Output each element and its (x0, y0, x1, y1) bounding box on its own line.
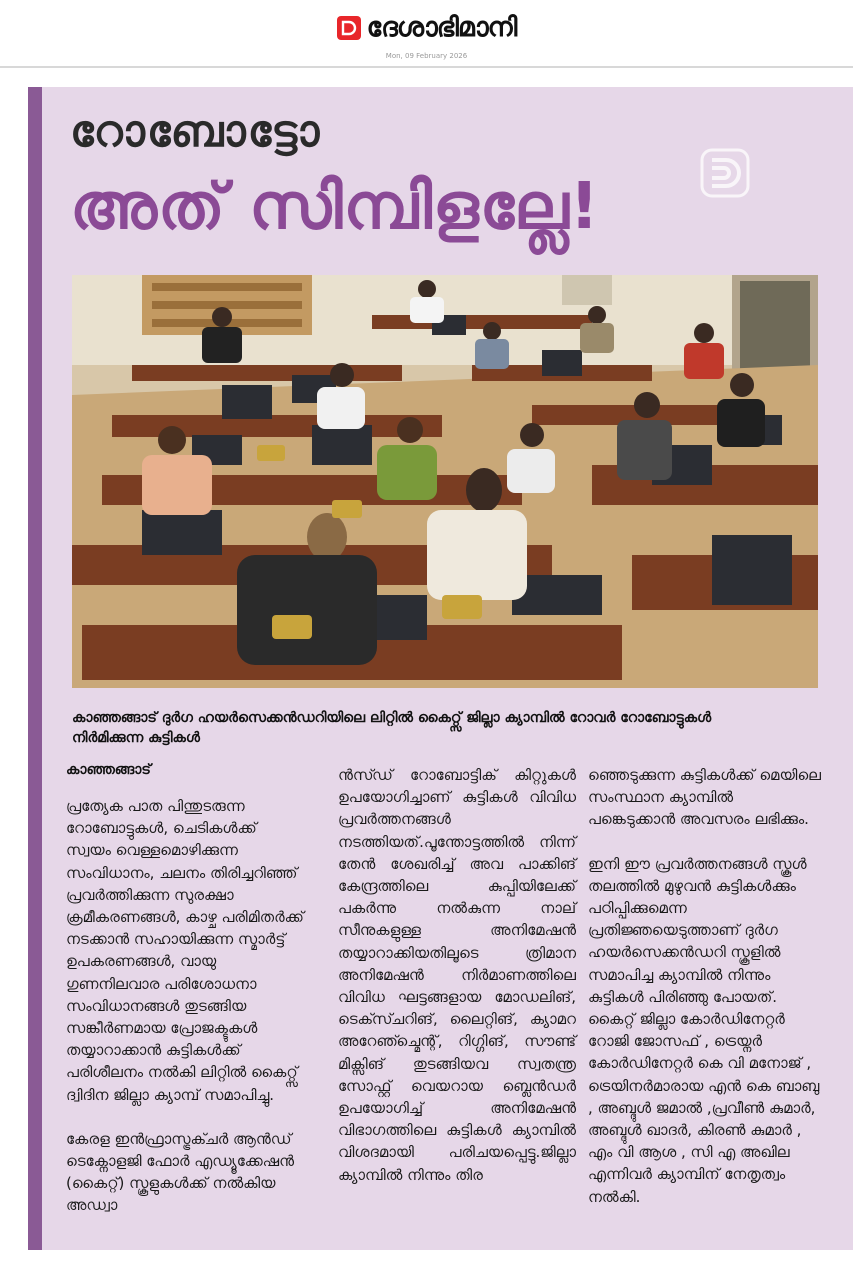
brand-mark-icon (337, 16, 361, 40)
caption-line-2: നിർമിക്കുന്ന കുട്ടികൾ (72, 730, 200, 746)
logo-text: ദേശാഭിമാനി (366, 12, 517, 43)
body-paragraph: ൻസ്ഡ് റോബോട്ടിക് കിറ്റുകൾ ഉപയോഗിച്ചാണ് കുട്ടികൾ വിവിധ പ്രവർത്തനങ്ങൾ നടത്തിയത്.പൂന്തോട്ടത്തിൽ നിന്ന് തേൻ ശേഖരിച്ച് അവ പാക്കിങ് കേന്ദ്രത്തിലെ കുപ്പിയിലേക്ക് പകർന്നു നൽകുന്ന നാല് സീനുകളുള്ള അനിമേഷൻ തയ്യാറാക്കിയതിലൂടെ ത്രിമാന അനിമേഷൻ നിർമാണത്തിലെ വിവിധ ഘട്ടങ്ങളായ മോഡലിങ്, ടെക്സ്ചറിങ്, ലൈറ്റിങ്, ക്യാമറ അറേഞ്ച്മെന്റ്, റിഗ്ഗിങ്, സൗണ്ട് മിക്സിങ് തുടങ്ങിയവ സ്വതന്ത്ര സോഫ്റ്റ് വെയറായ ബ്ലെൻഡർ ഉപയോഗിച്ച് അനിമേഷൻ വിഭാഗത്തിലെ കുട്ടികൾ ക്യാമ്പിൽ വിശദമായി പരിചയപ്പെട്ടു.ജില്ലാ ക്യാമ്പിൽ നിന്നും തിര (338, 766, 576, 1184)
article-column-1 (66, 795, 304, 1217)
publish-date: Mon, 09 February 2026 (385, 52, 468, 60)
logo[interactable] (0, 12, 853, 44)
dateline: കാഞ്ഞങ്ങാട് (66, 762, 151, 778)
masthead (0, 0, 853, 66)
body-paragraph: കേരള ഇൻഫ്രാസ്ട്രക്ചർ ആൻഡ് ടെക്നോളജി ഫോർ എഡ്യൂക്കേഷൻ (കൈറ്റ്) സ്കൂളുകൾക്ക് നൽകിയ അഡ്വാ (66, 1129, 295, 1215)
body-paragraph: പ്രത്യേക പാത പിന്തുടരുന്ന റോബോട്ടുകൾ, ചെടികൾക്ക് സ്വയം വെള്ളമൊഴിക്കുന്ന സംവിധാനം, ചലനം തിരിച്ചറിഞ്ഞ് പ്രവർത്തിക്കുന്ന സുരക്ഷാ ക്രമീകരണങ്ങൾ, കാഴ്ച പരിമിതർക്ക് നടക്കാൻ സഹായിക്കുന്ന സ്മാർട്ട് ഉപകരണങ്ങൾ, വായു ഗുണനിലവാര പരിശോധനാ സംവിധാനങ്ങൾ തുടങ്ങിയ സങ്കീർണമായ പ്രോജക്ടുകൾ തയ്യാറാക്കാൻ കുട്ടികൾക്ക് പരിശീലനം നൽകി ലിറ്റിൽ കൈറ്റ്സ് ദ്വിദിന ജില്ലാ ക്യാമ്പ് സമാപിച്ചു. (66, 797, 304, 1104)
article-column-2 (338, 764, 576, 1186)
photo-caption (72, 708, 818, 748)
headline-main: അത് സിമ്പിളല്ലേ! (70, 170, 600, 244)
clipping-accent-bar (28, 87, 42, 1250)
headline-kicker: റോബോട്ടോ (70, 106, 322, 157)
classroom-photo (72, 275, 818, 688)
body-paragraph: ഞ്ഞെടുക്കുന്ന കുട്ടികൾക്ക് മെയിലെ സംസ്ഥാന ക്യാമ്പിൽ പങ്കെടുക്കാൻ അവസരം ലഭിക്കും. (588, 766, 821, 829)
masthead-divider (0, 66, 853, 68)
body-paragraph: ഇനി ഈ പ്രവർത്തനങ്ങൾ സ്കൂൾ തലത്തിൽ മുഴുവൻ കുട്ടികൾക്കും പഠിപ്പിക്കുമെന്ന പ്രതിജ്ഞയെടുത്താണ് ദുർഗ ഹയർസെക്കൻഡറി സ്കൂളിൽ സമാപിച്ച ക്യാമ്പിൽ നിന്നും കുട്ടികൾ പിരിഞ്ഞു പോയത്. കൈറ്റ് ജില്ലാ കോർഡിനേറ്റർ റോജി ജോസഫ് , ട്രെയ്നർ കോർഡിനേറ്റർ കെ വി മനോജ് , ട്രെയിനർമാരായ എൻ കെ ബാബു , അബ്ദുൾ ജമാൽ ,പ്രവീൺ കുമാർ, അബ്ദുൾ ഖാദർ, കിരൺ കുമാർ , എം വി ആശ , സി എ അഖില എന്നിവർ ക്യാമ്പിന് നേതൃത്വം നൽകി. (588, 854, 820, 1206)
article-column-3 (588, 764, 824, 1208)
caption-line-1: കാഞ്ഞങ്ങാട് ദുർഗ ഹയർസെക്കൻഡറിയിലെ ലിറ്റിൽ കൈറ്റ്സ് ജില്ലാ ക്യാമ്പിൽ റോവർ റോബോട്ടുകൾ (72, 710, 712, 726)
watermark-logo-icon (700, 148, 750, 202)
